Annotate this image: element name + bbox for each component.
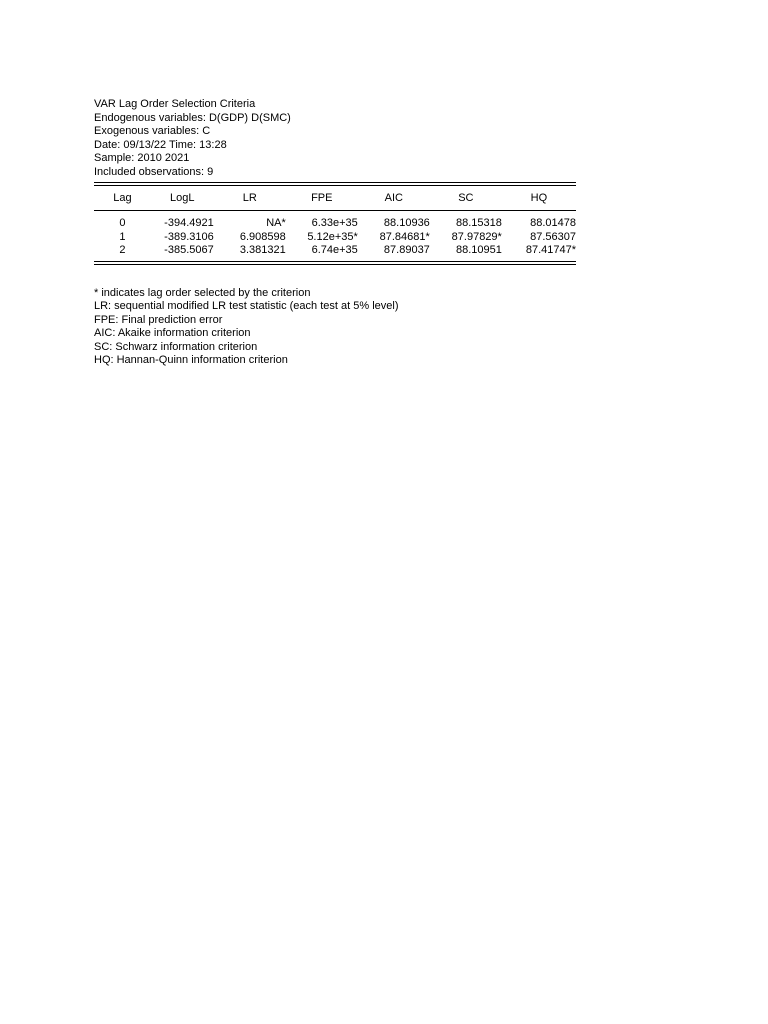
note-aic: AIC: Akaike information criterion — [94, 327, 251, 339]
cell-fpe: 6.74e+35 — [311, 244, 358, 256]
cell-fpe: 6.33e+35 — [311, 217, 358, 229]
cell-sc: 88.15318 — [455, 217, 502, 229]
cell-aic: 87.84681* — [379, 230, 430, 243]
note-hq: HQ: Hannan-Quinn information criterion — [94, 354, 288, 366]
cell-logl: -385.5067 — [164, 244, 214, 256]
column-header-logl: LogL — [170, 192, 195, 204]
cell-lr: 3.381321 — [239, 244, 286, 256]
lag-selection-output — [94, 98, 576, 368]
cell-lag: 1 — [119, 230, 126, 243]
cell-lag: 0 — [119, 217, 126, 229]
column-header-aic: AIC — [384, 192, 403, 204]
cell-logl: -389.3106 — [164, 230, 214, 243]
included-observations: Included observations: 9 — [94, 165, 214, 178]
table-row — [94, 231, 576, 245]
cell-fpe: 5.12e+35* — [307, 230, 358, 243]
column-header-hq: HQ — [530, 192, 548, 204]
column-header-fpe: FPE — [311, 192, 333, 204]
table-row — [94, 244, 576, 258]
column-header-sc: SC — [458, 192, 474, 204]
exogenous-variables: Exogenous variables: C — [94, 125, 211, 137]
table-row — [94, 217, 576, 231]
table-bottom-rule — [94, 261, 576, 265]
cell-lr: NA* — [266, 217, 286, 229]
date-time: Date: 09/13/22 Time: 13:28 — [94, 138, 227, 151]
cell-lr: 6.908598 — [239, 230, 286, 243]
cell-sc: 87.97829* — [451, 230, 502, 243]
note-asterisk: * indicates lag order selected by the criterion — [94, 286, 311, 299]
output-header — [94, 98, 576, 179]
criteria-table — [94, 186, 576, 261]
column-header-lr: LR — [242, 192, 257, 204]
note-sc: SC: Schwarz information criterion — [94, 340, 258, 353]
note-lr: LR: sequential modified LR test statistic (each test at 5% level) — [94, 300, 399, 312]
note-fpe: FPE: Final prediction error — [94, 313, 223, 326]
column-header-lag: Lag — [113, 192, 132, 204]
table-header-row — [94, 186, 576, 210]
endogenous-variables: Endogenous variables: D(GDP) D(SMC) — [94, 111, 291, 124]
cell-aic: 88.10936 — [383, 217, 430, 229]
cell-hq: 87.56307 — [530, 230, 576, 243]
notes-block — [94, 287, 576, 368]
cell-lag: 2 — [119, 244, 126, 256]
cell-sc: 88.10951 — [455, 244, 502, 256]
cell-hq: 88.01478 — [530, 217, 576, 229]
cell-logl: -394.4921 — [164, 217, 214, 229]
output-title: VAR Lag Order Selection Criteria — [94, 98, 256, 110]
sample-range: Sample: 2010 2021 — [94, 152, 190, 164]
cell-hq: 87.41747* — [525, 244, 576, 256]
cell-aic: 87.89037 — [383, 244, 430, 256]
